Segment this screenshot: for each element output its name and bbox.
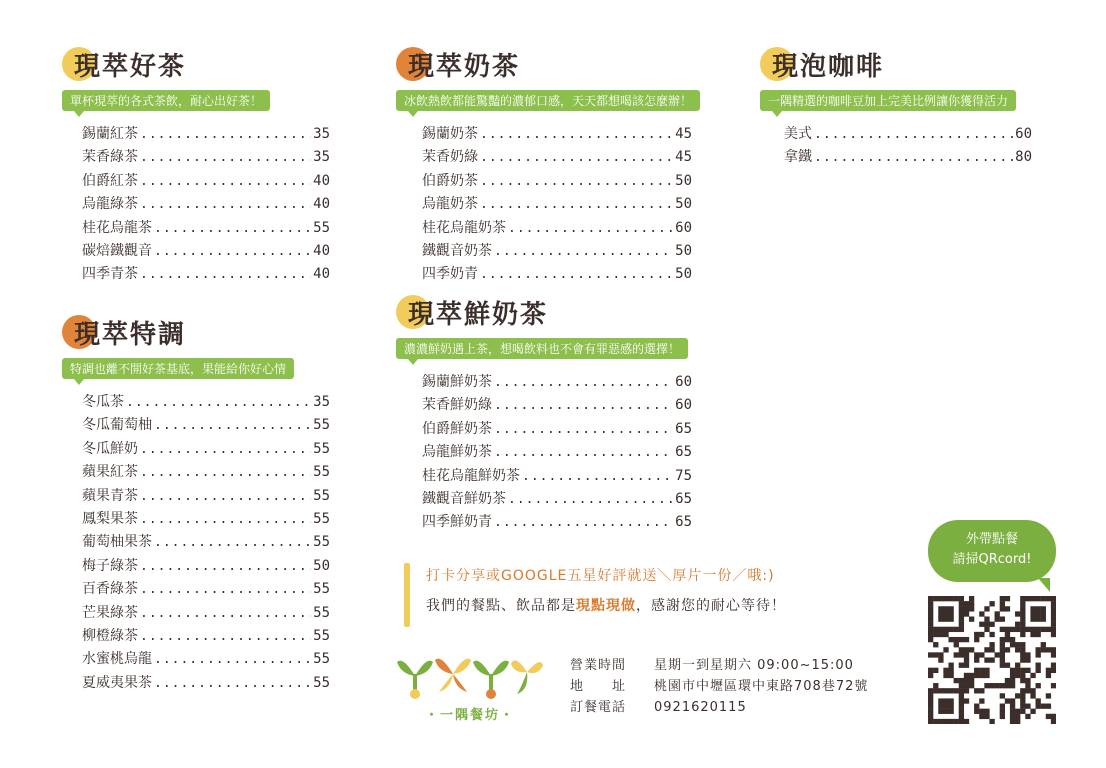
dot-leader [140,489,311,504]
dot-leader [154,244,311,259]
menu-item [82,672,330,695]
menu-item-price: 65 [675,444,692,461]
menu-item [82,263,330,286]
menu-item-price: 40 [313,242,330,259]
menu-item [82,217,330,240]
menu-item [82,555,330,578]
dot-leader [140,442,311,457]
dot-leader [140,127,311,142]
dot-leader [480,150,673,165]
dot-leader [494,422,673,437]
section-fresh-milk [396,292,692,535]
menu-item [82,485,330,508]
menu-item-price: 45 [675,149,692,166]
menu-item-name: 茉香綠茶 [82,149,138,166]
menu-item [422,240,692,263]
dot-leader [140,267,311,282]
menu-item-price: 80 [1015,149,1032,166]
dot-leader [140,606,311,621]
title-rest: 萃鮮奶茶 [436,299,549,330]
menu-item [422,170,692,193]
title-rest: 萃好茶 [102,51,187,82]
menu-item-name: 四季奶青 [422,266,478,283]
menu-item-price: 40 [313,172,330,189]
dot-leader [494,398,673,413]
dot-leader [154,676,311,691]
menu-item [82,648,330,671]
menu-item-name: 夏威夷果茶 [82,674,152,691]
menu-item-name: 鳳梨果茶 [82,510,138,527]
dot-leader [494,375,673,390]
title-first-char: 現 [772,51,801,82]
dot-leader [154,535,311,550]
menu-item-name: 桂花烏龍茶 [82,219,152,236]
menu-list [422,123,692,287]
title-rest: 萃奶茶 [436,51,521,82]
title-first-char: 現 [408,51,437,82]
menu-item-price: 60 [675,219,692,236]
menu-list [82,391,330,695]
menu-item-price: 55 [313,510,330,527]
dot-leader [140,150,311,165]
menu-item [422,394,692,417]
section-title [62,44,330,84]
menu-item [82,625,330,648]
dot-leader [140,629,311,644]
qr-code-icon[interactable] [928,596,1056,724]
phone-value: 0921620115 [654,700,747,715]
phone-label: 訂餐電話 [570,700,627,715]
menu-list [422,371,692,535]
title-first-char: 現 [74,319,103,350]
menu-item [422,217,692,240]
menu-item-name: 百香綠茶 [82,581,138,598]
dot-leader [522,469,673,484]
menu-item-name: 烏龍綠茶 [82,196,138,213]
menu-item-name: 冬瓜鮮奶 [82,440,138,457]
menu-item-price: 65 [675,514,692,531]
dot-leader [480,174,673,189]
dot-leader [494,445,673,460]
menu-item-name: 茉香奶綠 [422,149,478,166]
dot-leader [154,221,311,236]
section-special [62,312,330,695]
menu-item-name: 冬瓜茶 [82,394,124,410]
menu-item-price: 50 [675,266,692,283]
menu-item-price: 40 [313,266,330,283]
menu-item [82,414,330,437]
menu-item [82,438,330,461]
dot-leader [480,197,673,212]
section-title [396,292,692,332]
promo-highlight: 現點現做 [576,598,636,614]
section-coffee [760,44,1050,170]
menu-item [82,602,330,625]
dot-leader [508,221,673,236]
menu-item-price: 50 [675,242,692,259]
menu-item-price: 60 [675,397,692,414]
menu-item-name: 四季鮮奶青 [422,514,492,531]
menu-item-price: 55 [313,219,330,236]
menu-item-price: 55 [313,674,330,691]
menu-item-name: 烏龍奶茶 [422,196,478,213]
menu-item-price: 55 [313,534,330,551]
dot-leader [140,197,311,212]
dot-leader [140,174,311,189]
title-first-char: 現 [74,51,103,82]
menu-item-name: 伯爵鮮奶茶 [422,420,492,437]
menu-item-price: 55 [313,627,330,644]
dot-leader [140,512,311,527]
dot-leader [480,267,673,282]
promo-line-2 [426,591,786,621]
qr-speech-bubble [928,520,1056,582]
menu-item-price: 35 [313,149,330,166]
qr-bubble-line-1: 外帶點餐 [965,532,1018,547]
menu-item-name: 拿鐵 [784,149,812,166]
menu-item [422,465,692,488]
menu-item-name: 錫蘭奶茶 [422,126,478,142]
section-subtitle: 冰飲熱飲都能驚豔的濃郁口感，天天都想喝該怎麼辦！ [396,90,700,111]
address-label: 地 址 [570,679,627,694]
section-subtitle: 濃濃鮮奶遇上茶，想喝飲料也不會有罪惡感的選擇！ [396,338,688,359]
dot-leader [814,127,1013,142]
menu-item [784,123,1032,146]
hours-label: 營業時間 [570,658,627,673]
title-rest: 泡咖啡 [800,51,885,82]
brand-logo [395,648,565,723]
dot-leader [814,150,1013,165]
menu-item-name: 鐵觀音奶茶 [422,242,492,259]
menu-item-price: 75 [675,467,692,484]
menu-item-name: 冬瓜葡萄柚 [82,417,152,434]
title-first-char: 現 [408,299,437,330]
menu-item-name: 伯爵紅茶 [82,172,138,189]
menu-item-price: 55 [313,604,330,621]
section-tea [62,44,330,287]
menu-item [422,371,692,394]
menu-item-price: 65 [675,420,692,437]
dot-leader [508,492,673,507]
menu-item-price: 65 [675,490,692,507]
address-row [570,676,868,697]
hours-value: 星期一到星期六 09:00~15:00 [654,658,854,673]
menu-item [784,146,1032,169]
menu-item [422,263,692,286]
menu-item-price: 50 [313,557,330,574]
dot-leader [480,127,673,142]
menu-item-name: 梅子綠茶 [82,557,138,574]
menu-item-name: 蘋果青茶 [82,487,138,504]
dot-leader [154,418,311,433]
store-info [570,655,868,718]
section-milk-tea [396,44,692,287]
menu-item [422,511,692,534]
menu-item [82,170,330,193]
promo-accent-bar [404,563,410,627]
menu-item [422,418,692,441]
title-rest: 萃特調 [102,319,187,350]
menu-list [784,123,1032,170]
menu-item-price: 55 [313,651,330,668]
address-value: 桃園市中壢區環中東路708巷72號 [654,679,869,694]
menu-item-name: 芒果綠茶 [82,604,138,621]
dot-leader [140,582,311,597]
menu-item-name: 烏龍鮮奶茶 [422,444,492,461]
hours-row [570,655,868,676]
promo-line-2a: 我們的餐點、飲品都是 [426,598,576,614]
dot-leader [154,652,311,667]
menu-item-name: 水蜜桃烏龍 [82,651,152,668]
menu-item-price: 55 [313,417,330,434]
promo-line-2b: ，感謝您的耐心等待！ [636,598,786,614]
section-subtitle: 特調也離不開好茶基底，果能給你好心情 [62,358,294,379]
section-title [62,312,330,352]
menu-list [82,123,330,287]
menu-item-price: 55 [313,464,330,481]
menu-item-name: 四季青茶 [82,266,138,283]
menu-item-name: 鐵觀音鮮奶茶 [422,490,506,507]
menu-item-price: 55 [313,581,330,598]
dot-leader [140,465,311,480]
menu-item [82,578,330,601]
menu-item [422,123,692,146]
menu-item-name: 伯爵奶茶 [422,172,478,189]
menu-item-name: 錫蘭紅茶 [82,126,138,142]
menu-item-price: 50 [675,172,692,189]
leaf-logo-icon [395,648,545,702]
promo-block [404,561,786,621]
menu-item-name: 柳橙綠茶 [82,627,138,644]
menu-item-price: 50 [675,196,692,213]
menu-item [82,508,330,531]
menu-item-name: 葡萄柚果茶 [82,534,152,551]
menu-item-price: 35 [313,126,330,142]
menu-item [422,441,692,464]
menu-item-price: 40 [313,196,330,213]
brand-name: ・一隅餐坊・ [424,708,515,723]
menu-item [82,240,330,263]
dot-leader [494,244,673,259]
menu-item [422,146,692,169]
dot-leader [126,395,311,410]
menu-item-price: 35 [313,394,330,410]
section-subtitle: 單杯現萃的各式茶飲，耐心出好茶！ [62,90,270,111]
menu-item-name: 茉香鮮奶綠 [422,397,492,414]
menu-item-price: 60 [675,374,692,390]
section-title [396,44,692,84]
menu-item-price: 45 [675,126,692,142]
menu-item-name: 美式 [784,126,812,142]
menu-item [82,146,330,169]
dot-leader [140,559,311,574]
section-title [760,44,1050,84]
dot-leader [494,515,673,530]
menu-item-price: 60 [1015,126,1032,142]
menu-item [422,488,692,511]
section-subtitle: 一隅精選的咖啡豆加上完美比例讓你獲得活力 [760,90,1016,111]
qr-bubble-line-2: 請掃QRcord! [952,552,1032,567]
menu-item-name: 桂花烏龍奶茶 [422,219,506,236]
menu-item-name: 蘋果紅茶 [82,464,138,481]
menu-item-name: 錫蘭鮮奶茶 [422,374,492,390]
menu-item [82,193,330,216]
menu-item [82,391,330,414]
menu-item [82,461,330,484]
promo-line-1: 打卡分享或GOOGLE五星好評就送＼厚片一份／哦:) [426,568,775,584]
menu-item [422,193,692,216]
menu-item-price: 55 [313,440,330,457]
menu-item-price: 55 [313,487,330,504]
phone-row [570,697,868,718]
menu-item [82,531,330,554]
menu-item [82,123,330,146]
menu-item-name: 碳焙鐵觀音 [82,242,152,259]
menu-item-name: 桂花烏龍鮮奶茶 [422,467,520,484]
